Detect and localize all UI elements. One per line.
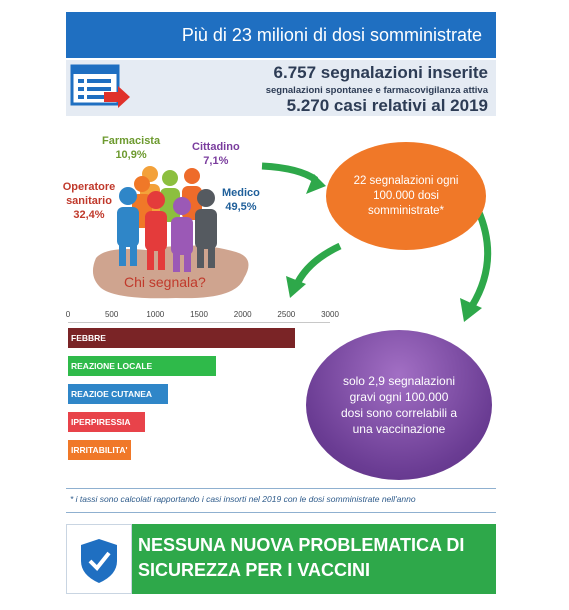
axis-tick-2000: 2000 [233,310,252,319]
axis-tick-0: 0 [65,310,71,319]
safety-message: NESSUNA NUOVA PROBLEMATICA DI SICUREZZA PER I VACCINI [138,535,465,580]
label-farmacista: Farmacista 10,9% [102,135,161,161]
axis-tick-500: 500 [104,310,119,319]
question-label: Chi segnala? [124,274,206,290]
headline-text: Più di 23 milioni di dosi somministrate [181,24,482,45]
shield-check-icon [67,525,131,593]
label-medico: Medico 49,5% [222,187,260,213]
cases-2019: 5.270 casi relativi al 2019 [286,96,488,115]
axis-tick-1000: 1000 [146,310,165,319]
axis-tick-1500: 1500 [190,310,208,319]
bar-3: IPERPIRESSIA [68,412,145,432]
divider-top [66,488,496,489]
bar-0: FEBBRE [68,328,295,348]
arrow-to-orange-icon [262,166,316,180]
axis-tick-3000: 3000 [321,310,339,319]
rate-oval [326,142,486,250]
rate-text: 22 segnalazioni ogni 100.000 dosi somministrate* [353,174,459,217]
label-operatore: Operatore sanitario 32,4% [62,181,116,221]
axis-tick-2500: 2500 [277,310,296,319]
reports-subtitle: segnalazioni spontanee e farmacovigilanza attiva [265,85,488,96]
reactions-chart [0,0,1,1]
divider-bottom [66,512,496,513]
shield-box [66,524,132,594]
axis-line [68,322,330,323]
bar-4: IRRITABILITA' [68,440,131,460]
arrow-to-chart-icon [298,246,340,282]
serious-rate-oval [306,330,492,480]
label-cittadino: Cittadino 7,1% [192,141,240,167]
footnote: * i tassi sono calcolati rapportando i casi insorti nel 2019 con le dosi somministrate nell'anno [70,494,416,504]
serious-rate-text: solo 2,9 segnalazioni gravi ogni 100.000 dosi sono correlabili a una vaccinazione [340,374,458,436]
arrow-to-purple-icon [472,210,488,306]
reports-count: 6.757 segnalazioni inserite [273,63,488,82]
bar-1: REAZIONE LOCALE [68,356,216,376]
bar-2: REAZIOE CUTANEA [68,384,168,404]
